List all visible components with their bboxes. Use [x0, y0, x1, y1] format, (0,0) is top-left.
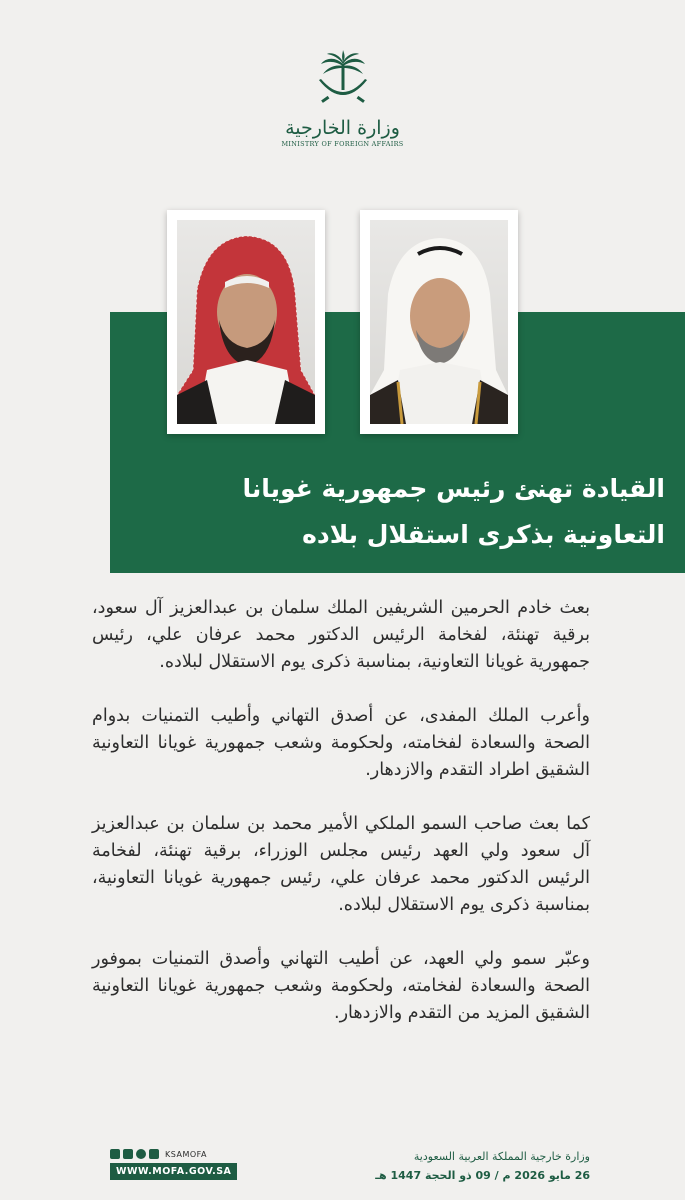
youtube-icon[interactable]: [110, 1149, 120, 1159]
palm-swords-emblem-icon: [313, 50, 373, 112]
social-footer: [110, 1147, 232, 1180]
paragraph: كما بعث صاحب السمو الملكي الأمير محمد بن سلمان بن عبدالعزيز آل سعود ولي العهد رئيس مجلس الوزراء، برقية تهنئة، لفخامة الرئيس الدكتور محمد عرفان علي، رئيس جمهورية غويانا التعاونية، بمناسبة ذكرى يوم الاستقلال لبلاده.: [92, 814, 590, 915]
headline-line-1: القيادة تهنئ رئيس جمهورية غويانا: [242, 474, 665, 503]
article-body: [92, 595, 590, 1054]
ministry-name-arabic: وزارة الخارجية: [285, 117, 400, 139]
portrait-king: [360, 210, 518, 434]
social-handle: KSAMOFA: [165, 1149, 207, 1159]
x-icon[interactable]: [149, 1149, 159, 1159]
ministry-logo: [0, 50, 685, 148]
ministry-name-english: MINISTRY OF FOREIGN AFFAIRS: [281, 140, 404, 148]
facebook-icon[interactable]: [123, 1149, 133, 1159]
ministry-source: وزارة خارجية المملكة العربية السعودية: [413, 1150, 590, 1163]
paragraph: وأعرب الملك المفدى، عن أصدق التهاني وأطيب التمنيات بدوام الصحة والسعادة لفخامته، ولحكومة وشعب جمهورية غويانا التعاونية الشقيق اطراد التقدم والازدهار.: [92, 706, 590, 780]
headline: [110, 466, 665, 558]
publish-date: 26 مايو 2026 م / 09 ذو الحجة 1447 هـ: [375, 1169, 590, 1182]
portrait-crown-prince: [167, 210, 325, 434]
headline-line-2: التعاونية بذكرى استقلال بلاده: [302, 520, 665, 549]
social-icons-row: [110, 1147, 232, 1161]
paragraph: بعث خادم الحرمين الشريفين الملك سلمان بن عبدالعزيز آل سعود، برقية تهنئة، لفخامة الرئيس الدكتور محمد عرفان علي، رئيس جمهورية غويانا التعاونية، بمناسبة ذكرى يوم الاستقلال لبلاده.: [92, 598, 590, 672]
instagram-icon[interactable]: [136, 1149, 146, 1159]
website-link[interactable]: WWW.MOFA.GOV.SA: [110, 1163, 237, 1180]
source-footer: [375, 1147, 590, 1185]
paragraph: وعبّر سمو ولي العهد، عن أطيب التهاني وأصدق التمنيات بموفور الصحة والسعادة لفخامته، ولحكومة وشعب جمهورية غويانا التعاونية الشقيق المزيد من التقدم والازدهار.: [92, 949, 590, 1023]
